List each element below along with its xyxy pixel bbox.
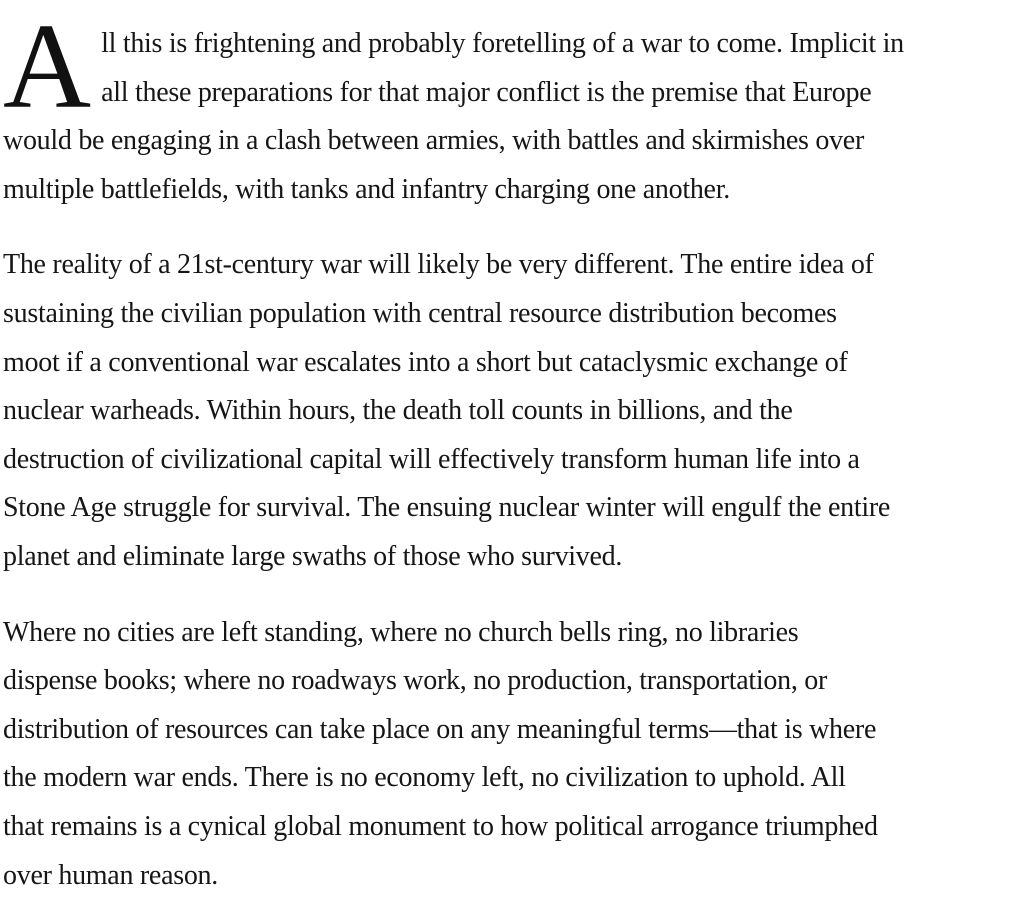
text-line: the modern war ends. There is no economy left, no civilization to uphold. All xyxy=(3,762,846,794)
text-line: The reality of a 21st-century war will likely be very different. The entire idea of xyxy=(3,249,874,281)
text-line: dispense books; where no roadways work, no production, transportation, or xyxy=(3,665,828,697)
text-line: that remains is a cynical global monument to how political arrogance triumphed xyxy=(3,810,878,842)
text-line: all these preparations for that major conflict is the premise that Europe xyxy=(101,76,872,108)
text-line: destruction of civilizational capital will effectively transform human life into a xyxy=(3,443,860,475)
text-line: multiple battlefields, with tanks and infantry charging one another. xyxy=(3,173,730,205)
text-line: would be engaging in a clash between armies, with battles and skirmishes over xyxy=(3,125,864,157)
text-line: moot if a conventional war escalates into a short but cataclysmic exchange of xyxy=(3,346,848,378)
text-line: ll this is frightening and probably foretelling of a war to come. Implicit in xyxy=(101,28,904,59)
paragraph-2 xyxy=(3,241,1016,581)
paragraph-3 xyxy=(3,609,1016,901)
text-line: sustaining the civilian population with central resource distribution becomes xyxy=(3,297,837,329)
text-line: planet and eliminate large swaths of those who survived. xyxy=(3,540,623,572)
text-line: Where no cities are left standing, where no church bells ring, no libraries xyxy=(3,616,799,648)
text-line: over human reason. xyxy=(3,859,218,891)
drop-cap: A xyxy=(3,0,92,134)
paragraph-1 xyxy=(3,0,1016,214)
text-line: Stone Age struggle for survival. The ensuing nuclear winter will engulf the entire xyxy=(3,492,891,524)
text-line: distribution of resources can take place on any meaningful terms—that is where xyxy=(3,713,877,745)
text-line: nuclear warheads. Within hours, the death toll counts in billions, and the xyxy=(3,395,793,427)
